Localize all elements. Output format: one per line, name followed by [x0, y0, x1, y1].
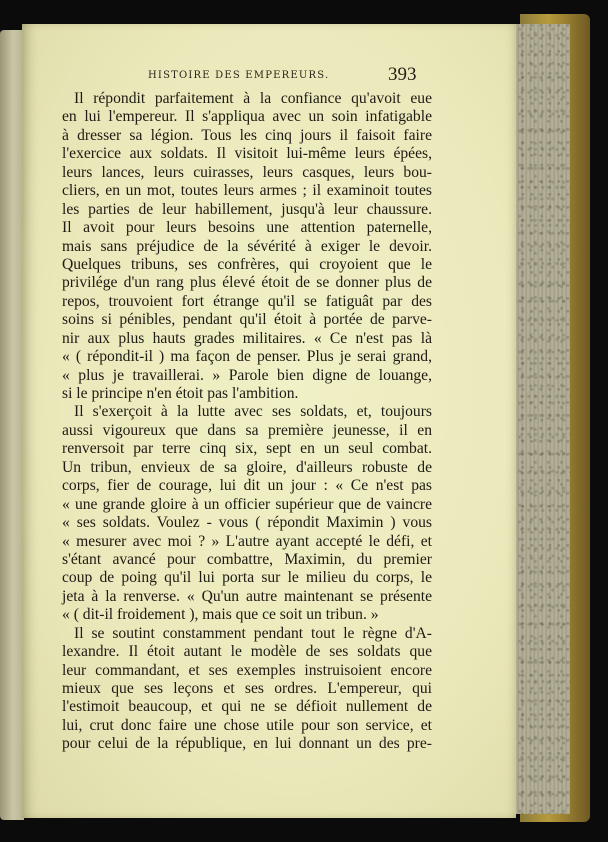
text-line: coup de poing qu'il lui porta sur le milieu du corps, le: [62, 569, 432, 587]
page-fore-edge: [512, 24, 570, 814]
text-line: à dresser sa légion. Tous les cinq jours il faisoit faire: [62, 126, 432, 144]
text-line: si le principe n'en étoit pas l'ambition.: [62, 385, 299, 402]
text-line: lexandre. Il étoit autant le modèle de ses soldats que: [62, 643, 432, 661]
text-line: Il répondit parfaitement à la confiance qu'avoit eue: [74, 90, 432, 107]
text-line: soins si pénibles, pendant qu'il étoit à portée de parve-: [62, 311, 432, 329]
text-line: renversoit par terre cinq six, sept en un seul combat.: [62, 440, 432, 458]
text-line: « ( dit-il froidement ), mais que ce soit un tribun. »: [62, 606, 379, 624]
text-line: lui, crut donc faire une chose utile pour son service, et: [62, 716, 432, 734]
text-line: leurs lances, leurs cuirasses, leurs casques, leurs bou-: [62, 163, 432, 181]
book-page: [22, 24, 516, 818]
text-line: les parties de leur habillement, jusqu'à leur chaussure.: [62, 200, 432, 218]
text-line: cliers, en un mot, toutes leurs armes ; il examinoit toutes: [62, 182, 432, 200]
running-head: [22, 64, 516, 92]
text-line: corps, fier de courage, lui dit un jour : « Ce n'est pas: [62, 477, 432, 495]
text-line: s'étant avancé pour combattre, Maximin, du premier: [62, 550, 432, 568]
text-line: « plus je travaillerai. » Parole bien digne de louange,: [62, 366, 432, 384]
body-text: [62, 90, 432, 754]
text-line: l'estimoit beaucoup, et qui ne se défioit nullement de: [62, 698, 432, 716]
text-line: « ses soldats. Voulez - vous ( répondit Maximin ) vous: [62, 514, 432, 532]
text-line: aussi vigoureux que dans sa première jeunesse, il en: [62, 421, 432, 439]
text-line: Il avoit pour leurs besoins une attention paternelle,: [62, 219, 432, 237]
page-number: 393: [388, 64, 417, 85]
text-line: Un tribun, envieux de sa gloire, d'ailleurs robuste de: [62, 458, 432, 476]
text-line: leur commandant, et ses exemples instruisoient encore: [62, 661, 432, 679]
text-line: Il s'exerçoit à la lutte avec ses soldats, et, toujours: [74, 403, 432, 421]
text-line: repos, trouvoient fort étrange qu'il se fatiguât par des: [62, 292, 432, 310]
text-line: mieux que ses leçons et ses ordres. L'empereur, qui: [62, 680, 432, 697]
text-line: « mesurer avec moi ? » L'autre ayant accepté le défi, et: [62, 532, 432, 550]
text-line: « une grande gloire à un officier supérieur que de vaincre: [62, 495, 432, 513]
running-head-title: HISTOIRE DES EMPEREURS.: [148, 70, 330, 81]
text-line: « ( répondit-il ) ma façon de penser. Plus je serai grand,: [62, 348, 432, 366]
text-line: nir aux plus hauts grades militaires. « Ce n'est pas là: [62, 329, 432, 347]
text-line: Il se soutint constamment pendant tout le règne d'A-: [74, 624, 432, 642]
text-line: jeta à la renverse. « Qu'un autre maintenant se présente: [62, 587, 432, 605]
previous-page-edge: [0, 30, 24, 820]
text-line: Quelques tribuns, ses confrères, qui croyoient que le: [62, 255, 432, 273]
text-line: mais sans préjudice de la sévérité à exiger le devoir.: [62, 237, 432, 255]
text-line: privilége d'un rang plus élevé étoit de se donner plus de: [62, 274, 432, 292]
text-line: pour celui de la république, en lui donnant un des pre-: [62, 735, 432, 753]
text-line: l'exercice aux soldats. Il visitoit lui-même leurs épées,: [62, 145, 432, 163]
text-line: en lui l'empereur. Il s'appliqua avec un soin infatigable: [62, 108, 432, 126]
